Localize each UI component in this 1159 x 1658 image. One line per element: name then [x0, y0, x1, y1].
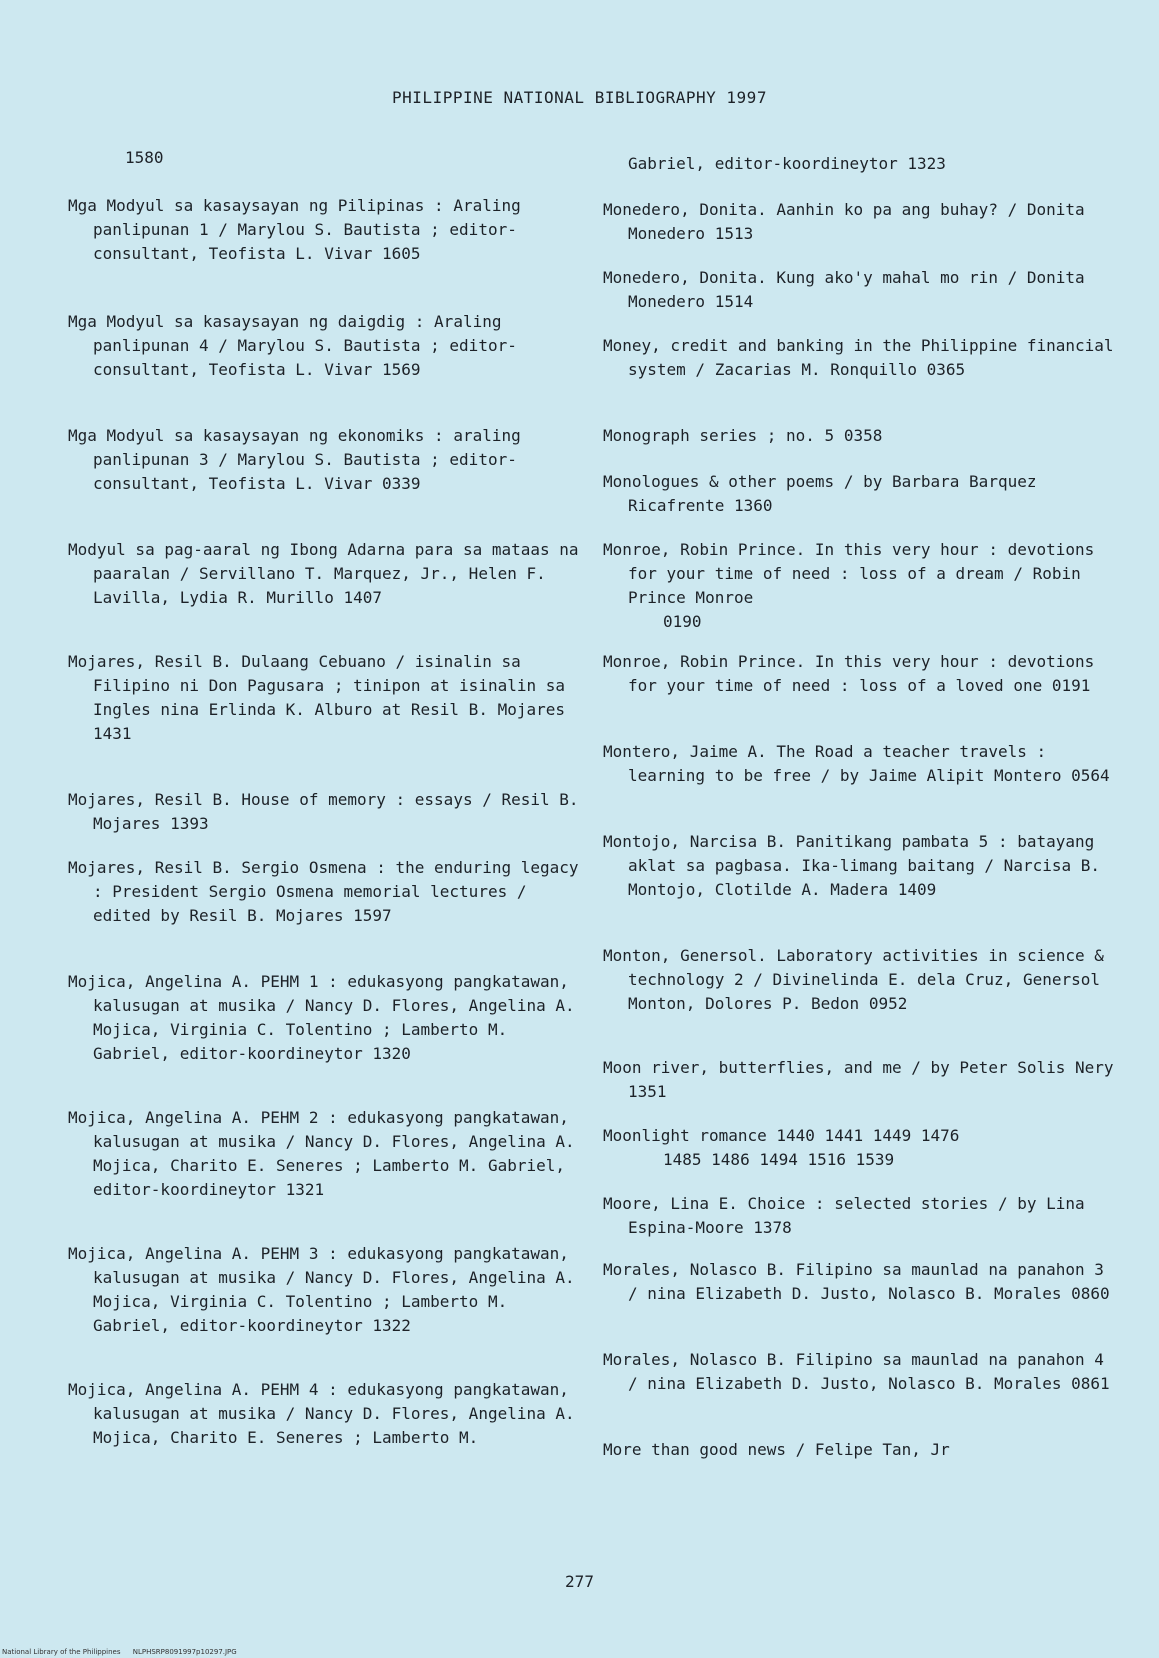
list-item: Morales, Nolasco B. Filipino sa maunlad na panahon 4 / nina Elizabeth D. Justo, Nolasco B. Morales 0861	[603, 1350, 1110, 1393]
list-item: Money, credit and banking in the Philippine financial system / Zacarias M. Ronquillo 0365	[603, 336, 1114, 379]
list-item: Mojares, Resil B. House of memory : essays / Resil B. Mojares 1393	[68, 790, 579, 833]
list-item: Monton, Genersol. Laboratory activities in science & technology 2 / Divinelinda E. dela Cruz, Genersol Monton, Dolores P. Bedon 0952	[603, 946, 1104, 1013]
list-item: Moonlight romance 1440 1441 1449 1476	[603, 1126, 960, 1145]
list-item: 0190	[663, 612, 702, 631]
list-item: Mga Modyul sa kasaysayan ng ekonomiks : araling panlipunan 3 / Marylou S. Bautista ; editor-consultant, Teofista L. Vivar 0339	[68, 426, 521, 493]
list-item: Montero, Jaime A. The Road a teacher travels : learning to be free / by Jaime Alipit Montero 0564	[603, 742, 1110, 785]
page-number: 277	[565, 1572, 594, 1591]
list-item: Modyul sa pag-aaral ng Ibong Adarna para sa mataas na paaralan / Servillano T. Marquez, Jr., Helen F. Lavilla, Lydia R. Murillo 1407	[68, 540, 579, 607]
list-item: 1580	[125, 148, 164, 167]
list-item: Montojo, Narcisa B. Panitikang pambata 5 : batayang aklat sa pagbasa. Ika-limang baitang / Narcisa B. Montojo, Clotilde A. Madera 1409	[603, 832, 1101, 899]
footer-file: NLPHSRP8091997p10297.JPG	[132, 1648, 237, 1656]
scan-footer	[2, 1648, 247, 1656]
list-item: Mojares, Resil B. Sergio Osmena : the enduring legacy : President Sergio Osmena memorial lectures / edited by Resil B. Mojares 1597	[68, 858, 579, 925]
list-item: Moore, Lina E. Choice : selected stories / by Lina Espina-Moore 1378	[603, 1194, 1085, 1237]
list-item: Mga Modyul sa kasaysayan ng Pilipinas : Araling panlipunan 1 / Marylou S. Bautista ; editor-consultant, Teofista L. Vivar 1605	[68, 196, 521, 263]
list-item: Gabriel, editor-koordineytor 1323	[628, 154, 946, 173]
list-item: Mga Modyul sa kasaysayan ng daigdig : Araling panlipunan 4 / Marylou S. Bautista ; editor-consultant, Teofista L. Vivar 1569	[68, 312, 517, 379]
list-item: Monroe, Robin Prince. In this very hour : devotions for your time of need : loss of a loved one 0191	[603, 652, 1095, 695]
list-item: Monedero, Donita. Kung ako'y mahal mo rin / Donita Monedero 1514	[603, 268, 1085, 311]
list-item: More than good news / Felipe Tan, Jr	[603, 1440, 950, 1459]
footer-library: National Library of the Philippines	[2, 1648, 121, 1656]
list-item: Monroe, Robin Prince. In this very hour : devotions for your time of need : loss of a dream / Robin Prince Monroe	[603, 540, 1095, 607]
list-item: Monologues & other poems / by Barbara Barquez Ricafrente 1360	[603, 472, 1037, 515]
list-item: Morales, Nolasco B. Filipino sa maunlad na panahon 3 / nina Elizabeth D. Justo, Nolasco B. Morales 0860	[603, 1260, 1110, 1303]
list-item: Moon river, butterflies, and me / by Peter Solis Nery 1351	[603, 1058, 1114, 1101]
page-title: PHILIPPINE NATIONAL BIBLIOGRAPHY 1997	[392, 88, 767, 107]
list-item: Mojares, Resil B. Dulaang Cebuano / isinalin sa Filipino ni Don Pagusara ; tinipon at isinalin sa Ingles nina Erlinda K. Alburo at Resil B. Mojares 1431	[68, 652, 566, 743]
list-item: 1485 1486 1494 1516 1539	[663, 1150, 895, 1169]
list-item: Mojica, Angelina A. PEHM 2 : edukasyong pangkatawan, kalusugan at musika / Nancy D. Flores, Angelina A. Mojica, Charito E. Seneres ; Lamberto M. Gabriel, editor-koordineytor 1321	[68, 1108, 575, 1199]
list-item: Mojica, Angelina A. PEHM 3 : edukasyong pangkatawan, kalusugan at musika / Nancy D. Flores, Angelina A. Mojica, Virginia C. Tolentino ; Lamberto M. Gabriel, editor-koordineytor 1322	[68, 1244, 575, 1335]
list-item: Monograph series ; no. 5 0358	[603, 426, 883, 445]
list-item: Mojica, Angelina A. PEHM 1 : edukasyong pangkatawan, kalusugan at musika / Nancy D. Flores, Angelina A. Mojica, Virginia C. Tolentino ; Lamberto M. Gabriel, editor-koordineytor 1320	[68, 972, 575, 1063]
list-item: Monedero, Donita. Aanhin ko pa ang buhay? / Donita Monedero 1513	[603, 200, 1085, 243]
list-item: Mojica, Angelina A. PEHM 4 : edukasyong pangkatawan, kalusugan at musika / Nancy D. Flores, Angelina A. Mojica, Charito E. Seneres ; Lamberto M.	[68, 1380, 575, 1447]
